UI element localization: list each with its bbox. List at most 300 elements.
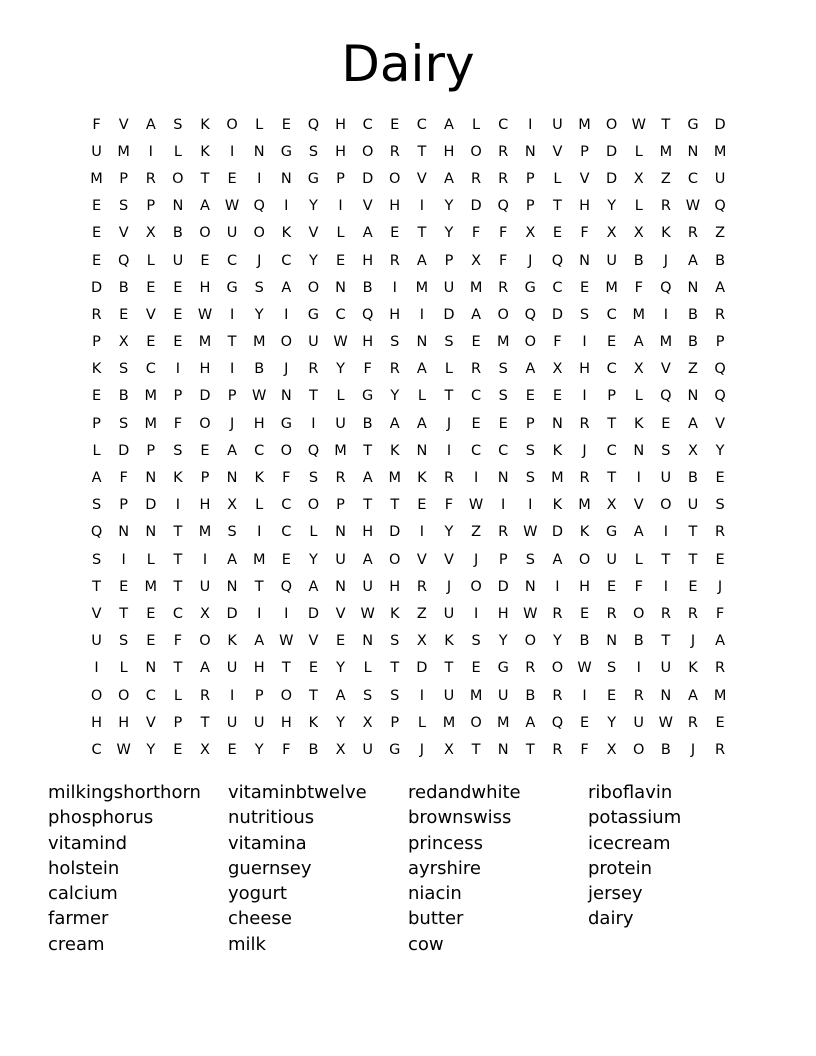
- grid-letter: B: [633, 633, 644, 650]
- grid-letter: H: [118, 714, 130, 731]
- grid-letter: I: [582, 687, 587, 704]
- grid-letter: B: [633, 252, 644, 269]
- grid-letter: N: [687, 143, 699, 160]
- grid-letter: S: [308, 470, 319, 487]
- grid-letter: I: [257, 524, 262, 541]
- word-bank-item: riboflavin: [588, 782, 673, 803]
- grid-letter: N: [335, 279, 346, 296]
- grid-row: [83, 573, 734, 600]
- grid-letter: M: [144, 415, 158, 432]
- grid-letter: L: [553, 170, 562, 187]
- grid-letter: M: [198, 524, 212, 541]
- grid-letter: U: [199, 578, 211, 595]
- grid-letter: P: [336, 170, 345, 187]
- grid-letter: O: [524, 334, 537, 351]
- grid-letter: U: [335, 551, 346, 568]
- grid-letter: E: [227, 741, 237, 758]
- grid-letter: C: [254, 442, 265, 459]
- grid-letter: A: [525, 714, 536, 731]
- grid-letter: F: [173, 633, 183, 650]
- grid-letter: I: [419, 524, 424, 541]
- grid-letter: I: [419, 687, 424, 704]
- grid-letter: Y: [498, 633, 508, 650]
- grid-letter: T: [309, 687, 318, 704]
- grid-letter: I: [582, 334, 587, 351]
- grid-letter: Z: [687, 361, 698, 378]
- word-bank-item: butter: [408, 908, 464, 930]
- grid-letter: M: [388, 470, 402, 487]
- grid-letter: D: [714, 116, 726, 133]
- grid-letter: C: [281, 497, 292, 514]
- grid-letter: I: [663, 578, 668, 595]
- grid-row: [83, 220, 734, 247]
- grid-letter: J: [284, 361, 289, 378]
- word-column: [48, 780, 228, 957]
- grid-letter: I: [284, 605, 289, 622]
- grid-letter: R: [416, 578, 427, 595]
- grid-letter: M: [90, 170, 103, 187]
- grid-letter: K: [579, 524, 590, 541]
- grid-letter: E: [173, 279, 183, 296]
- grid-letter: O: [660, 497, 672, 514]
- grid-letter: A: [633, 334, 644, 351]
- grid-letter: L: [634, 143, 643, 160]
- grid-letter: U: [226, 660, 238, 677]
- grid-letter: Q: [660, 279, 672, 296]
- grid-letter: T: [552, 198, 562, 215]
- grid-letter: S: [607, 660, 617, 677]
- grid-letter: E: [607, 334, 617, 351]
- grid-letter: E: [390, 225, 400, 242]
- grid-letter: Q: [524, 306, 537, 323]
- grid-letter: I: [229, 361, 235, 378]
- grid-letter: X: [444, 741, 454, 758]
- grid-letter: V: [145, 306, 156, 323]
- grid-letter: T: [309, 388, 318, 405]
- grid-letter: L: [146, 551, 155, 568]
- grid-letter: V: [633, 497, 644, 514]
- grid-letter: M: [659, 143, 673, 160]
- grid-letter: P: [715, 334, 725, 351]
- grid-letter: C: [416, 116, 427, 133]
- grid-letter: I: [582, 388, 587, 405]
- grid-letter: E: [119, 306, 129, 323]
- grid-letter: A: [362, 470, 373, 487]
- grid-letter: S: [119, 361, 129, 378]
- grid-letter: K: [200, 116, 210, 133]
- grid-letter: J: [446, 578, 452, 595]
- grid-letter: K: [417, 470, 427, 487]
- grid-letter: T: [200, 714, 210, 731]
- grid-letter: E: [715, 470, 725, 487]
- grid-letter: V: [552, 143, 563, 160]
- word-column: [408, 780, 588, 957]
- grid-letter: F: [499, 252, 508, 269]
- grid-letter: N: [280, 170, 292, 187]
- grid-letter: C: [281, 252, 292, 269]
- word-bank-item: redandwhite: [408, 782, 521, 803]
- grid-letter: G: [280, 143, 292, 160]
- grid-letter: U: [226, 225, 238, 242]
- grid-letter: V: [308, 225, 319, 242]
- grid-letter: C: [606, 361, 617, 378]
- grid-letter: R: [579, 415, 590, 432]
- grid-letter: I: [636, 470, 641, 487]
- grid-letter: E: [91, 198, 102, 215]
- grid-letter: U: [443, 605, 455, 622]
- grid-letter: I: [392, 279, 397, 296]
- grid-letter: E: [119, 578, 129, 595]
- grid-letter: L: [472, 116, 481, 133]
- grid-letter: O: [307, 279, 320, 296]
- grid-letter: J: [717, 578, 723, 595]
- word-bank-item: nutritious: [228, 807, 315, 829]
- grid-letter: P: [498, 551, 508, 568]
- grid-letter: X: [633, 361, 644, 378]
- grid-letter: E: [579, 605, 590, 622]
- grid-letter: R: [715, 660, 726, 677]
- grid-row: [83, 546, 734, 573]
- grid-letter: E: [471, 660, 481, 677]
- word-bank-item: potassium: [588, 807, 682, 829]
- grid-letter: H: [389, 198, 401, 215]
- grid-letter: X: [118, 334, 129, 351]
- grid-letter: T: [688, 551, 698, 568]
- grid-letter: A: [416, 361, 427, 378]
- grid-letter: T: [173, 551, 183, 568]
- grid-letter: E: [688, 578, 698, 595]
- grid-row: [83, 410, 734, 437]
- grid-letter: C: [227, 252, 238, 269]
- grid-letter: C: [606, 442, 617, 459]
- grid-letter: H: [91, 714, 102, 731]
- grid-letter: H: [497, 605, 509, 622]
- grid-letter: M: [144, 388, 158, 405]
- grid-letter: H: [443, 143, 455, 160]
- grid-letter: V: [118, 225, 129, 242]
- grid-letter: E: [91, 252, 102, 269]
- grid-letter: F: [499, 225, 508, 242]
- grid-letter: G: [280, 415, 292, 432]
- grid-letter: S: [525, 442, 535, 459]
- grid-letter: L: [363, 660, 372, 677]
- grid-letter: U: [606, 551, 617, 568]
- grid-letter: M: [117, 143, 130, 160]
- grid-letter: R: [660, 198, 671, 215]
- grid-letter: X: [145, 225, 156, 242]
- grid-letter: L: [417, 714, 426, 731]
- grid-letter: E: [471, 415, 481, 432]
- grid-letter: L: [336, 225, 345, 242]
- grid-row: [83, 329, 734, 356]
- grid-letter: Y: [309, 252, 318, 269]
- grid-letter: O: [551, 660, 564, 677]
- grid-letter: C: [471, 388, 482, 405]
- grid-letter: E: [146, 633, 156, 650]
- grid-letter: A: [416, 252, 427, 269]
- grid-letter: B: [579, 633, 590, 650]
- word-column: [588, 780, 768, 957]
- grid-letter: E: [715, 551, 725, 568]
- grid-letter: F: [471, 225, 481, 242]
- grid-letter: R: [389, 252, 400, 269]
- grid-letter: S: [173, 116, 183, 133]
- grid-letter: N: [226, 578, 238, 595]
- grid-letter: D: [199, 388, 211, 405]
- grid-row: [83, 628, 734, 655]
- grid-letter: N: [660, 687, 672, 704]
- grid-letter: M: [496, 334, 510, 351]
- grid-letter: Z: [660, 170, 671, 187]
- word-bank-item: phosphorus: [48, 807, 154, 829]
- grid-letter: K: [200, 143, 210, 160]
- grid-letter: A: [525, 361, 536, 378]
- grid-row: [83, 492, 734, 519]
- grid-letter: L: [634, 388, 643, 405]
- grid-letter: S: [579, 306, 590, 323]
- grid-letter: K: [552, 442, 563, 459]
- grid-letter: A: [688, 252, 698, 269]
- grid-letter: R: [471, 361, 482, 378]
- grid-letter: R: [525, 660, 536, 677]
- grid-letter: I: [229, 306, 235, 323]
- grid-letter: S: [390, 687, 400, 704]
- grid-letter: F: [580, 225, 589, 242]
- grid-letter: D: [118, 442, 130, 459]
- grid-letter: V: [308, 633, 319, 650]
- grid-letter: C: [498, 442, 509, 459]
- grid-letter: D: [90, 279, 103, 296]
- grid-letter: S: [254, 279, 264, 296]
- grid-letter: V: [335, 605, 346, 622]
- grid-letter: Z: [416, 605, 427, 622]
- grid-letter: N: [335, 578, 346, 595]
- grid-row: [83, 356, 734, 383]
- grid-letter: E: [390, 116, 400, 133]
- grid-row: [83, 247, 734, 274]
- grid-letter: B: [687, 306, 698, 323]
- grid-letter: X: [606, 497, 617, 514]
- word-bank-item: brownswiss: [408, 807, 512, 829]
- grid-letter: Y: [254, 306, 264, 323]
- grid-letter: K: [552, 497, 563, 514]
- grid-letter: B: [715, 252, 726, 269]
- grid-letter: D: [470, 198, 482, 215]
- grid-row: [83, 193, 734, 220]
- grid-letter: O: [199, 633, 211, 650]
- grid-letter: N: [280, 388, 292, 405]
- grid-letter: X: [227, 497, 238, 514]
- grid-letter: S: [498, 388, 508, 405]
- word-bank-item: guernsey: [228, 857, 312, 879]
- grid-letter: M: [469, 279, 483, 296]
- grid-letter: I: [473, 605, 479, 622]
- grid-letter: E: [281, 116, 291, 133]
- grid-letter: S: [227, 524, 237, 541]
- grid-letter: M: [198, 334, 212, 351]
- grid-letter: H: [199, 497, 211, 514]
- grid-letter: O: [172, 170, 184, 187]
- grid-letter: X: [606, 741, 617, 758]
- grid-letter: T: [92, 578, 101, 595]
- grid-letter: I: [636, 660, 641, 677]
- grid-letter: C: [172, 605, 183, 622]
- grid-letter: T: [607, 470, 617, 487]
- grid-letter: T: [363, 442, 373, 459]
- grid-letter: U: [660, 470, 672, 487]
- grid-letter: D: [362, 170, 374, 187]
- grid-letter: H: [199, 279, 211, 296]
- grid-letter: P: [146, 442, 156, 459]
- grid-letter: R: [687, 225, 698, 242]
- grid-letter: N: [524, 578, 536, 595]
- grid-letter: R: [389, 361, 400, 378]
- grid-letter: G: [497, 660, 509, 677]
- grid-letter: L: [417, 388, 426, 405]
- grid-letter: E: [227, 170, 237, 187]
- grid-letter: X: [633, 170, 644, 187]
- grid-letter: S: [471, 633, 481, 650]
- grid-letter: E: [498, 415, 508, 432]
- grid-letter: O: [470, 578, 482, 595]
- grid-letter: K: [633, 415, 644, 432]
- grid-letter: Y: [336, 660, 345, 677]
- word-bank-item: holstein: [48, 857, 120, 879]
- grid-letter: I: [175, 361, 181, 378]
- grid-letter: T: [254, 578, 264, 595]
- word-bank: [48, 780, 768, 957]
- grid-letter: B: [362, 415, 373, 432]
- grid-letter: A: [389, 415, 400, 432]
- grid-letter: E: [525, 388, 535, 405]
- grid-letter: A: [416, 415, 427, 432]
- grid-letter: I: [663, 306, 668, 323]
- word-bank-item: icecream: [588, 832, 671, 854]
- grid-letter: D: [606, 170, 618, 187]
- grid-letter: I: [229, 687, 235, 704]
- grid-letter: Q: [660, 388, 672, 405]
- grid-letter: H: [280, 714, 292, 731]
- grid-letter: I: [229, 143, 235, 160]
- grid-letter: Y: [715, 442, 725, 459]
- grid-letter: M: [252, 334, 266, 351]
- grid-letter: U: [362, 741, 373, 758]
- grid-letter: K: [173, 470, 183, 487]
- grid-letter: O: [497, 306, 509, 323]
- grid-letter: F: [715, 605, 725, 622]
- grid-letter: Y: [336, 714, 345, 731]
- word-bank-item: milkingshorthorn: [48, 782, 201, 803]
- grid-letter: T: [661, 551, 671, 568]
- grid-letter: Y: [146, 741, 156, 758]
- grid-letter: E: [281, 551, 291, 568]
- grid-letter: Y: [607, 198, 617, 215]
- grid-letter: E: [417, 497, 427, 514]
- grid-letter: B: [687, 470, 698, 487]
- grid-letter: P: [92, 415, 101, 432]
- word-bank-item: ayrshire: [408, 857, 481, 879]
- grid-letter: M: [551, 470, 564, 487]
- grid-letter: L: [255, 116, 264, 133]
- grid-letter: A: [444, 116, 454, 133]
- grid-letter: J: [690, 741, 696, 758]
- grid-letter: H: [389, 578, 401, 595]
- grid-letter: P: [200, 470, 210, 487]
- grid-letter: T: [607, 415, 617, 432]
- grid-letter: K: [281, 225, 292, 242]
- grid-letter: K: [688, 660, 698, 677]
- grid-letter: K: [227, 633, 237, 650]
- grid-letter: K: [91, 361, 102, 378]
- word-bank-item: jersey: [588, 883, 643, 905]
- grid-letter: J: [473, 551, 479, 568]
- grid-letter: M: [632, 306, 645, 323]
- grid-letter: F: [282, 470, 291, 487]
- grid-letter: T: [661, 116, 671, 133]
- grid-letter: H: [579, 198, 590, 215]
- grid-letter: G: [687, 116, 699, 133]
- grid-letter: T: [363, 497, 373, 514]
- grid-row: [83, 274, 734, 301]
- grid-letter: Q: [361, 306, 374, 323]
- grid-letter: A: [552, 551, 563, 568]
- grid-letter: U: [308, 334, 319, 351]
- grid-letter: R: [443, 470, 455, 487]
- grid-letter: U: [443, 687, 455, 704]
- grid-letter: X: [200, 605, 210, 622]
- grid-letter: I: [311, 415, 316, 432]
- grid-letter: O: [199, 225, 211, 242]
- grid-letter: L: [444, 361, 454, 378]
- grid-letter: W: [468, 497, 484, 514]
- grid-letter: H: [335, 116, 346, 133]
- grid-letter: O: [389, 551, 401, 568]
- grid-letter: S: [119, 198, 129, 215]
- grid-letter: U: [172, 252, 184, 269]
- grid-row: [83, 519, 734, 546]
- grid-letter: G: [226, 279, 238, 296]
- grid-letter: Q: [253, 198, 265, 215]
- grid-letter: V: [118, 116, 129, 133]
- grid-row: [83, 736, 734, 763]
- grid-letter: T: [471, 741, 481, 758]
- grid-letter: M: [713, 687, 727, 704]
- grid-letter: B: [660, 741, 671, 758]
- grid-letter: T: [173, 660, 183, 677]
- grid-row: [83, 600, 734, 627]
- grid-letter: F: [119, 470, 128, 487]
- grid-letter: E: [579, 279, 590, 296]
- grid-letter: U: [714, 170, 726, 187]
- grid-letter: H: [362, 334, 374, 351]
- word-bank-item: vitamind: [48, 832, 128, 854]
- grid-letter: O: [361, 143, 374, 160]
- grid-letter: P: [146, 198, 156, 215]
- grid-letter: M: [415, 279, 429, 296]
- grid-letter: T: [688, 524, 698, 541]
- grid-letter: I: [202, 551, 208, 568]
- grid-letter: N: [335, 524, 346, 541]
- grid-letter: E: [200, 442, 210, 459]
- grid-letter: W: [658, 714, 674, 731]
- grid-letter: J: [528, 252, 533, 269]
- word-bank-item: farmer: [48, 908, 109, 930]
- grid-letter: D: [226, 605, 238, 622]
- grid-letter: R: [687, 714, 698, 731]
- grid-letter: T: [227, 334, 237, 351]
- grid-letter: L: [634, 551, 643, 568]
- grid-letter: Q: [551, 714, 564, 731]
